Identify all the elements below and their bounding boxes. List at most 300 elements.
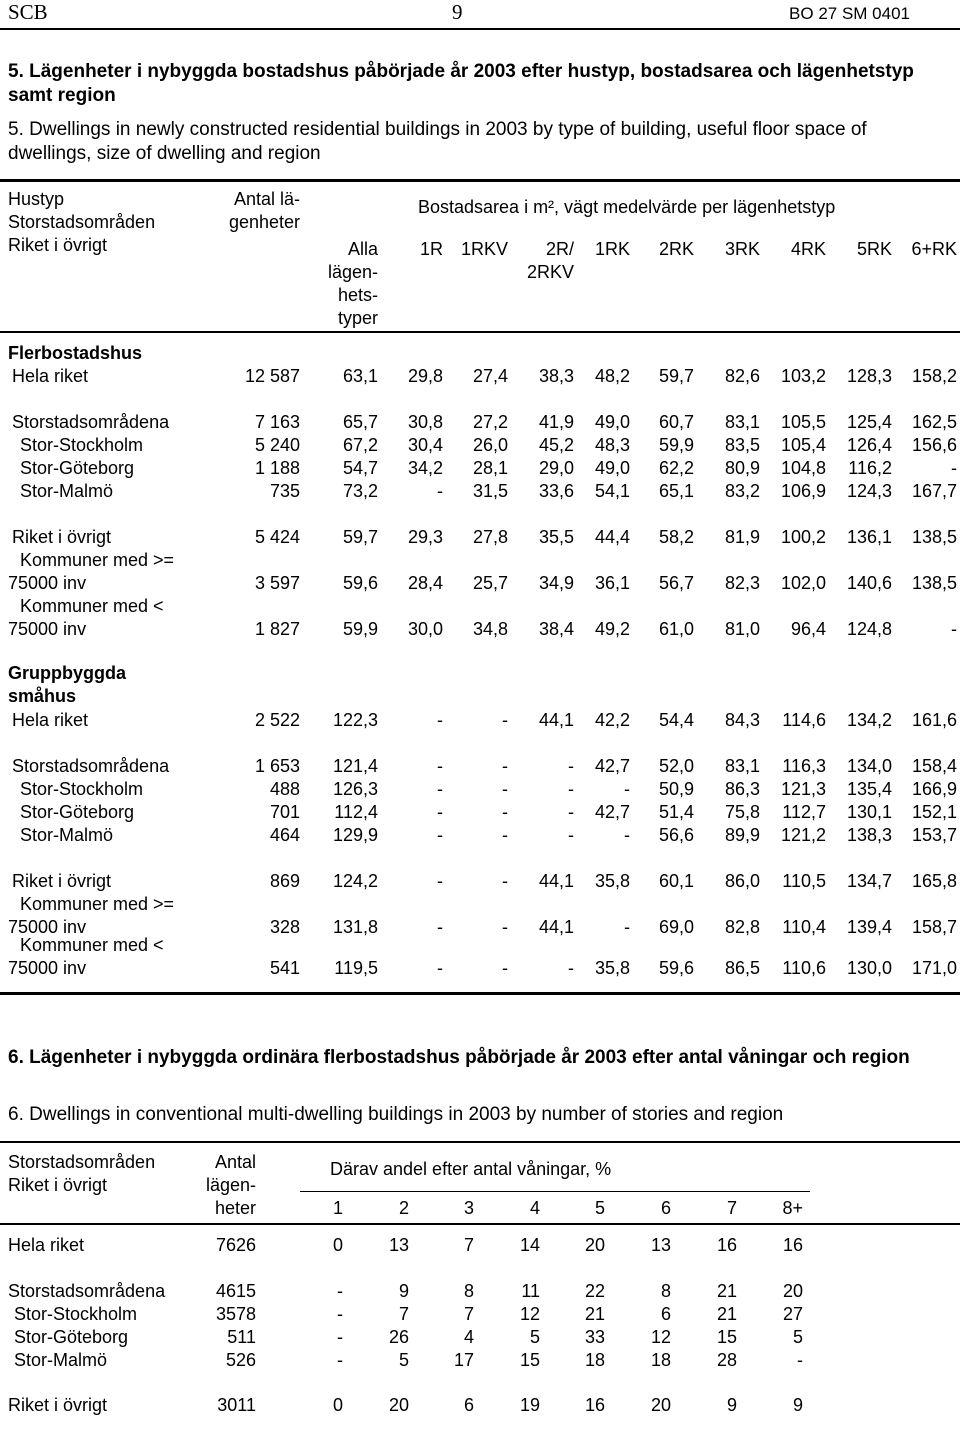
t6-span-rule: [300, 1191, 810, 1192]
publication-code: BO 27 SM 0401: [789, 4, 910, 23]
t5-cell: 75,8: [724, 802, 760, 822]
t6-cell: 6: [463, 1395, 474, 1415]
t5-cell: -: [437, 481, 443, 501]
t6-head-antal2: lägen-: [205, 1175, 256, 1195]
t5-cell: 29,0: [538, 458, 574, 478]
t5-head-riket: Riket i övrigt: [8, 235, 108, 255]
t5-cell: 5 240: [254, 435, 300, 455]
t5-cell: 36,1: [594, 573, 630, 593]
t5-cell: 34,2: [407, 458, 443, 478]
t5-cell: 1 188: [254, 458, 300, 478]
t6-cell: 5: [792, 1327, 803, 1347]
t5-cell: 44,4: [594, 527, 630, 547]
t5-row-label: Hela riket: [12, 710, 89, 730]
t5-cell: 328: [269, 917, 300, 937]
t6-cell: 15: [716, 1327, 737, 1347]
table5-head-rule: [0, 331, 960, 333]
t5-cell: 140,6: [846, 573, 892, 593]
t6-cell: 9: [792, 1395, 803, 1415]
t6-cell: 9: [398, 1281, 409, 1301]
t5-cell: 139,4: [846, 917, 892, 937]
t5-row-label: Riket i övrigt: [12, 527, 112, 547]
t6-cell: 12: [650, 1327, 671, 1347]
t5-cell: 83,1: [724, 412, 760, 432]
t5-cell: -: [502, 802, 508, 822]
t5-cell: 54,4: [658, 710, 694, 730]
t5-cell: 735: [269, 481, 300, 501]
t5-cell: 136,1: [846, 527, 892, 547]
t5-cell: 86,3: [724, 779, 760, 799]
t5-cell: -: [951, 619, 957, 639]
t5-cell: 116,2: [848, 458, 892, 478]
t5-cell: 65,7: [342, 412, 378, 432]
t5-cell: -: [624, 917, 630, 937]
t5-cell: 82,8: [724, 917, 760, 937]
t5-cell: 12 587: [244, 366, 300, 386]
t5-cell: -: [502, 958, 508, 978]
t5-head-alla2: lägen-: [327, 262, 378, 282]
table5-top-rule: [0, 179, 960, 182]
t5-cell: -: [502, 825, 508, 845]
t5-cell: 67,2: [342, 435, 378, 455]
t5-cell: -: [624, 779, 630, 799]
t5-cell: 59,6: [342, 573, 378, 593]
t6-head-antal1: Antal: [214, 1152, 256, 1172]
t6-cell: 13: [650, 1235, 671, 1255]
t5-cell: -: [568, 756, 574, 776]
t6-cell: 21: [716, 1281, 737, 1301]
t5-cell: 166,9: [911, 779, 957, 799]
t5-cell: 116,3: [782, 756, 826, 776]
t5-section-title: Gruppbyggda: [8, 663, 126, 683]
page-number: 9: [452, 0, 463, 24]
t5-head-alla1: Alla: [347, 239, 378, 259]
t5-row-label: Stor-Malmö: [20, 825, 114, 845]
t5-row-label: Stor-Stockholm: [20, 435, 144, 455]
t6-floor-header: 3: [463, 1198, 474, 1218]
t6-cell: 13: [388, 1235, 409, 1255]
t6-cell: 18: [650, 1350, 671, 1370]
t5-cell: 153,7: [911, 825, 957, 845]
t6-head-span: Därav andel efter antal våningar, %: [330, 1159, 612, 1179]
t5-cell: 38,3: [538, 366, 574, 386]
t6-cell: -: [337, 1350, 343, 1370]
t5-cell: 49,0: [594, 458, 630, 478]
t6-cell: -: [337, 1327, 343, 1347]
t6-cell: 3578: [215, 1304, 256, 1324]
t5-cell: 112,7: [782, 802, 826, 822]
t6-cell: -: [337, 1281, 343, 1301]
t6-cell: 28: [716, 1350, 737, 1370]
t6-row-label: Stor-Göteborg: [14, 1327, 129, 1347]
t5-cell: 134,2: [846, 710, 892, 730]
t5-cell: 28,1: [472, 458, 508, 478]
t5-cell: 38,4: [538, 619, 574, 639]
t5-row-label: Stor-Stockholm: [20, 779, 144, 799]
t5-cell: 35,5: [538, 527, 574, 547]
t5-cell: 105,4: [780, 435, 826, 455]
t5-head-span: Bostadsarea i m², vägt medelvärde per lägenhetstyp: [418, 197, 836, 217]
table6-title-en: 6. Dwellings in conventional multi-dwelling buildings in 2003 by number of stories and region: [8, 1104, 784, 1125]
t5-cell: 165,8: [911, 871, 957, 891]
t5-cell: 42,7: [594, 802, 630, 822]
header-rule: [0, 28, 960, 30]
t6-cell: 5: [398, 1350, 409, 1370]
t5-cell: 7 163: [254, 412, 300, 432]
t5-row-label: Kommuner med >=: [20, 894, 175, 914]
t5-cell: 61,0: [658, 619, 694, 639]
t5-cell: 126,4: [846, 435, 892, 455]
t5-cell: 102,0: [780, 573, 826, 593]
t5-cell: 27,2: [472, 412, 508, 432]
t5-cell: 42,2: [594, 710, 630, 730]
t6-cell: 21: [716, 1304, 737, 1324]
t5-cell: 30,8: [407, 412, 443, 432]
t5-cell: 158,7: [911, 917, 957, 937]
t5-row-label-line2: 75000 inv: [8, 917, 87, 937]
t5-row-label: Stor-Göteborg: [20, 458, 135, 478]
t6-floor-header: 6: [660, 1198, 671, 1218]
t5-cell: -: [568, 779, 574, 799]
t5-cell: 105,5: [780, 412, 826, 432]
t5-cell: 69,0: [658, 917, 694, 937]
t6-cell: 20: [650, 1395, 671, 1415]
t5-cell: -: [568, 958, 574, 978]
t6-cell: 9: [726, 1395, 737, 1415]
t6-cell: 17: [453, 1350, 474, 1370]
t6-row-label: Stor-Malmö: [14, 1350, 108, 1370]
t5-cell: 86,0: [724, 871, 760, 891]
t5-cell: 33,6: [538, 481, 574, 501]
t5-cell: 59,7: [658, 366, 694, 386]
t5-cell: 464: [269, 825, 300, 845]
t6-cell: 18: [584, 1350, 605, 1370]
t5-cell: 110,6: [782, 958, 826, 978]
t6-head-storstad: Storstadsområden: [8, 1152, 156, 1172]
t6-head-riket: Riket i övrigt: [8, 1175, 108, 1195]
t5-row-label-line2: 75000 inv: [8, 619, 87, 639]
t5-cell: 128,3: [846, 366, 892, 386]
t5-cell: 56,6: [658, 825, 694, 845]
t5-cell: 65,1: [658, 481, 694, 501]
t6-cell: 526: [225, 1350, 256, 1370]
t6-floor-header: 5: [594, 1198, 605, 1218]
t5-cell: 31,5: [472, 481, 508, 501]
t6-row-label: Hela riket: [8, 1235, 85, 1255]
t6-cell: 22: [584, 1281, 605, 1301]
t5-cell: 84,3: [724, 710, 760, 730]
t5-cell: 83,2: [724, 481, 760, 501]
t5-cell: 167,7: [911, 481, 957, 501]
t5-type-header: 1RKV: [460, 239, 508, 259]
t6-row-label: Riket i övrigt: [8, 1395, 108, 1415]
t5-cell: 56,7: [658, 573, 694, 593]
t5-cell: 29,3: [407, 527, 443, 547]
t5-row-label: Kommuner med >=: [20, 550, 175, 570]
t6-cell: 8: [660, 1281, 671, 1301]
t5-cell: 86,5: [724, 958, 760, 978]
t5-cell: -: [502, 756, 508, 776]
t5-cell: 82,3: [724, 573, 760, 593]
t6-cell: 7626: [215, 1235, 256, 1255]
t5-cell: 48,2: [594, 366, 630, 386]
t6-cell: 7: [398, 1304, 409, 1324]
t5-type-header: 2R/: [545, 239, 574, 259]
t6-cell: 0: [332, 1395, 343, 1415]
t5-cell: 83,5: [724, 435, 760, 455]
t5-cell: 29,8: [407, 366, 443, 386]
t5-cell: 62,2: [658, 458, 694, 478]
t5-cell: 541: [269, 958, 300, 978]
t5-cell: 135,4: [846, 779, 892, 799]
t5-cell: 1 653: [254, 756, 300, 776]
t5-cell: -: [502, 710, 508, 730]
t5-cell: 34,9: [538, 573, 574, 593]
t5-cell: 701: [269, 802, 300, 822]
t5-head-antal2: genheter: [228, 212, 300, 232]
t5-cell: 54,7: [342, 458, 378, 478]
t6-floor-header: 1: [332, 1198, 343, 1218]
t5-cell: 26,0: [472, 435, 508, 455]
t6-cell: 33: [584, 1327, 605, 1347]
t5-cell: -: [437, 779, 443, 799]
t5-cell: 171,0: [911, 958, 957, 978]
org-name: SCB: [8, 0, 48, 24]
t5-type-header: 1RK: [594, 239, 630, 259]
t5-cell: 60,7: [658, 412, 694, 432]
t5-cell: -: [951, 458, 957, 478]
t5-cell: 134,0: [846, 756, 892, 776]
t6-cell: 21: [584, 1304, 605, 1324]
t5-cell: -: [502, 871, 508, 891]
t5-cell: 50,9: [658, 779, 694, 799]
t6-floor-header: 2: [398, 1198, 409, 1218]
t6-floor-header: 7: [726, 1198, 737, 1218]
table5-title-en: 5. Dwellings in newly constructed residential buildings in 2003 by type of building, useful floor space of dwellings, size of dwelling and region: [8, 119, 867, 164]
t6-floor-header: 4: [529, 1198, 540, 1218]
t5-head-alla4: typer: [337, 308, 378, 328]
t5-cell: 2 522: [254, 710, 300, 730]
table6-head-rule: [0, 1223, 960, 1225]
t5-cell: 114,6: [782, 710, 826, 730]
t5-cell: 110,5: [782, 871, 826, 891]
t5-cell: 156,6: [911, 435, 957, 455]
t5-cell: 138,3: [846, 825, 892, 845]
t5-cell: 125,4: [846, 412, 892, 432]
t5-cell: 41,9: [538, 412, 574, 432]
t5-cell: 44,1: [538, 710, 574, 730]
t6-cell: 7: [463, 1235, 474, 1255]
t5-cell: -: [437, 871, 443, 891]
t5-cell: 30,4: [407, 435, 443, 455]
t6-cell: -: [797, 1350, 803, 1370]
t5-head-storstad: Storstadsområden: [8, 212, 156, 232]
t5-cell: -: [624, 825, 630, 845]
t5-cell: 110,4: [782, 917, 826, 937]
t5-cell: 35,8: [594, 871, 630, 891]
t5-cell: 152,1: [911, 802, 957, 822]
t6-cell: 20: [584, 1235, 605, 1255]
t5-cell: 83,1: [724, 756, 760, 776]
t5-cell: 81,9: [724, 527, 760, 547]
t5-cell: 138,5: [911, 527, 957, 547]
t5-cell: 30,0: [407, 619, 443, 639]
t5-cell: -: [437, 802, 443, 822]
t5-row-label: Riket i övrigt: [12, 871, 112, 891]
t5-cell: 44,1: [538, 917, 574, 937]
t5-cell: -: [437, 825, 443, 845]
t5-cell: 488: [269, 779, 300, 799]
t5-cell: -: [437, 958, 443, 978]
t5-cell: 96,4: [790, 619, 826, 639]
t5-cell: -: [437, 756, 443, 776]
t5-type-header: 4RK: [790, 239, 826, 259]
t5-cell: 138,5: [911, 573, 957, 593]
t5-row-label: Stor-Malmö: [20, 481, 114, 501]
t5-cell: 131,8: [332, 917, 378, 937]
t5-cell: 126,3: [332, 779, 378, 799]
t6-cell: 4615: [215, 1281, 256, 1301]
t6-cell: 11: [521, 1281, 540, 1301]
t5-section-title: Flerbostadshus: [8, 343, 143, 363]
t5-cell: -: [437, 917, 443, 937]
t5-type-header: 3RK: [724, 239, 760, 259]
t5-cell: 59,6: [658, 958, 694, 978]
t5-head-alla3: hets-: [337, 285, 378, 305]
t5-cell: 28,4: [407, 573, 443, 593]
t5-cell: 35,8: [594, 958, 630, 978]
t5-row-label-line2: 75000 inv: [8, 958, 87, 978]
t5-cell: 49,0: [594, 412, 630, 432]
t5-cell: 81,0: [724, 619, 760, 639]
t6-cell: 4: [463, 1327, 474, 1347]
t6-cell: 19: [519, 1395, 540, 1415]
t5-cell: 25,7: [472, 573, 508, 593]
t5-cell: 121,2: [780, 825, 826, 845]
t6-cell: 3011: [217, 1395, 256, 1415]
t5-cell: 130,1: [846, 802, 892, 822]
t6-cell: 0: [332, 1235, 343, 1255]
t5-cell: 161,6: [911, 710, 957, 730]
t5-cell: 119,5: [334, 958, 378, 978]
t5-cell: 104,8: [780, 458, 826, 478]
t6-cell: 16: [782, 1235, 803, 1255]
t5-cell: 73,2: [342, 481, 378, 501]
t5-cell: 59,7: [342, 527, 378, 547]
t5-row-label: Kommuner med <: [20, 596, 164, 616]
t5-cell: 27,8: [472, 527, 508, 547]
t5-cell: 59,9: [658, 435, 694, 455]
t5-cell: 82,6: [724, 366, 760, 386]
t6-cell: 16: [584, 1395, 605, 1415]
t6-head-antal3: heter: [214, 1198, 256, 1218]
t5-cell: 106,9: [780, 481, 826, 501]
t5-cell: 49,2: [594, 619, 630, 639]
t5-row-label: Storstadsområdena: [12, 756, 170, 776]
t5-cell: 1 827: [254, 619, 300, 639]
t5-cell: 124,8: [846, 619, 892, 639]
t5-cell: 158,4: [911, 756, 957, 776]
t5-row-label: Storstadsområdena: [12, 412, 170, 432]
t5-cell: 48,3: [594, 435, 630, 455]
t6-cell: -: [337, 1304, 343, 1324]
t5-cell: 158,2: [911, 366, 957, 386]
t6-cell: 12: [519, 1304, 540, 1324]
t5-cell: 103,2: [780, 366, 826, 386]
t5-cell: -: [437, 710, 443, 730]
t6-cell: 15: [519, 1350, 540, 1370]
t5-cell: 112,4: [334, 802, 378, 822]
t6-floor-header: 8+: [782, 1198, 803, 1218]
t6-cell: 511: [227, 1327, 256, 1347]
t5-cell: 89,9: [724, 825, 760, 845]
t6-cell: 16: [716, 1235, 737, 1255]
t5-cell: 59,9: [342, 619, 378, 639]
t5-cell: 27,4: [472, 366, 508, 386]
t5-cell: 134,7: [846, 871, 892, 891]
table6-title-sv: 6. Lägenheter i nybyggda ordinära flerbostadshus påbörjade år 2003 efter antal våningar och region: [8, 1047, 910, 1068]
t6-cell: 5: [529, 1327, 540, 1347]
t5-cell: 60,1: [658, 871, 694, 891]
t5-cell: 54,1: [594, 481, 630, 501]
t5-cell: -: [568, 825, 574, 845]
t5-cell: 58,2: [658, 527, 694, 547]
t5-head-hustyp: Hustyp: [8, 189, 65, 209]
t5-cell: 122,3: [332, 710, 378, 730]
t5-cell: 130,0: [846, 958, 892, 978]
t5-cell: 162,5: [911, 412, 957, 432]
t5-cell: 100,2: [780, 527, 826, 547]
t6-cell: 20: [782, 1281, 803, 1301]
t5-row-label: Stor-Göteborg: [20, 802, 135, 822]
t5-cell: 124,3: [846, 481, 892, 501]
table6-top-rule: [0, 1141, 960, 1143]
t5-cell: 129,9: [332, 825, 378, 845]
t5-cell: 63,1: [342, 366, 378, 386]
t5-cell: -: [502, 779, 508, 799]
t5-cell: 121,4: [332, 756, 378, 776]
table5-bottom-rule: [0, 992, 960, 995]
t5-type-header: 5RK: [856, 239, 892, 259]
t6-cell: 14: [519, 1235, 540, 1255]
t5-type-header: 1R: [419, 239, 443, 259]
t5-cell: 44,1: [538, 871, 574, 891]
t6-cell: 26: [388, 1327, 409, 1347]
t6-cell: 8: [463, 1281, 474, 1301]
t5-type-header: 2RK: [658, 239, 694, 259]
t6-cell: 6: [660, 1304, 671, 1324]
t5-head-antal1: Antal lä-: [233, 189, 300, 209]
t6-cell: 27: [782, 1304, 803, 1324]
t5-cell: 869: [269, 871, 300, 891]
t6-cell: 7: [463, 1304, 474, 1324]
t6-row-label: Storstadsområdena: [8, 1281, 166, 1301]
t5-cell: 52,0: [658, 756, 694, 776]
t5-cell: 51,4: [658, 802, 694, 822]
t5-cell: 3 597: [254, 573, 300, 593]
t5-section-title-line2: småhus: [8, 686, 77, 706]
t6-row-label: Stor-Stockholm: [14, 1304, 138, 1324]
t5-cell: 121,3: [780, 779, 826, 799]
t5-cell: 5 424: [254, 527, 300, 547]
t5-row-label: Kommuner med <: [20, 935, 164, 955]
t5-head-2rkv: 2RKV: [526, 262, 574, 282]
t5-row-label: Hela riket: [12, 366, 89, 386]
t5-cell: 42,7: [594, 756, 630, 776]
t5-cell: 34,8: [472, 619, 508, 639]
t5-cell: 45,2: [538, 435, 574, 455]
t5-cell: -: [568, 802, 574, 822]
